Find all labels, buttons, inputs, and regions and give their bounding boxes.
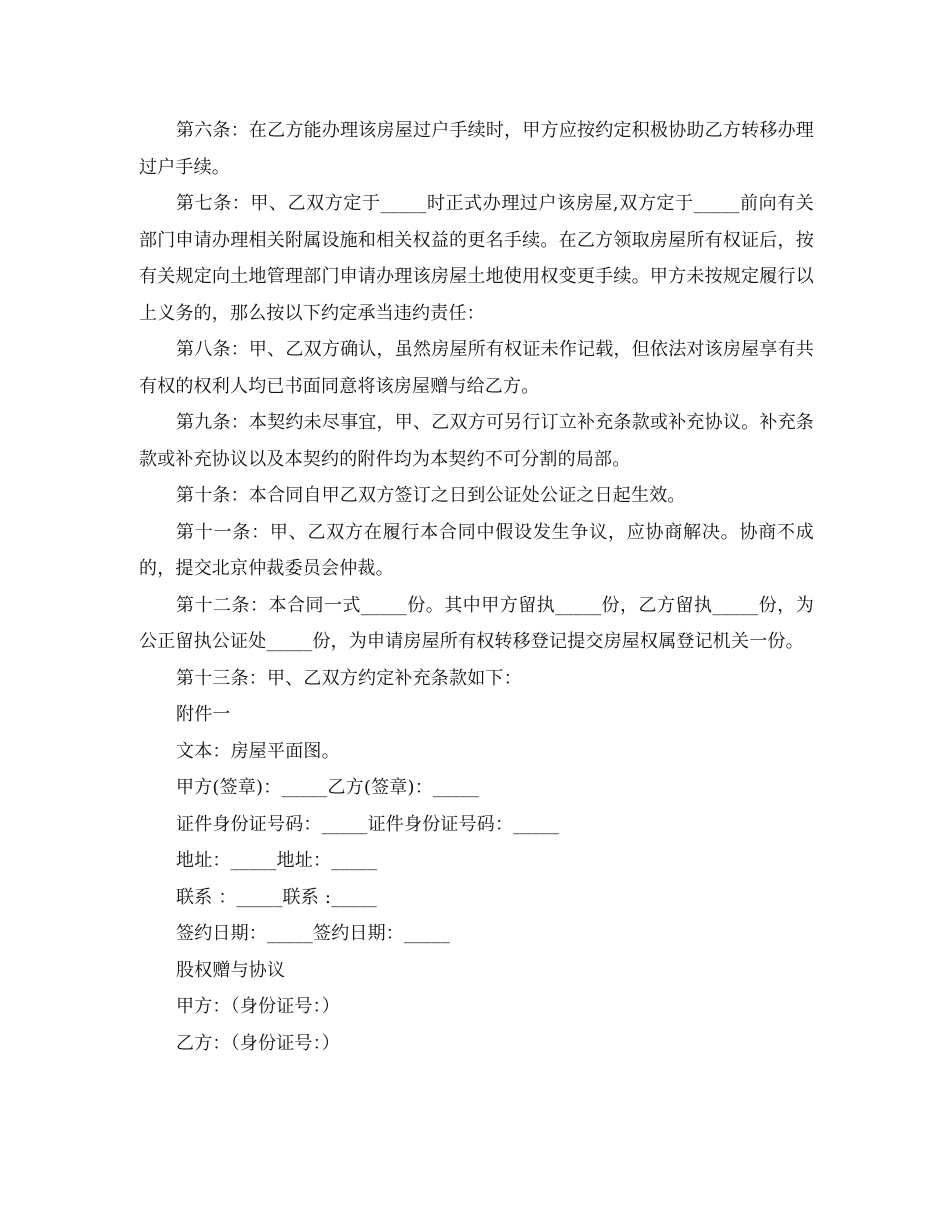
attachment-heading: 附件一 (176, 704, 231, 725)
clause-8: 第八条：甲、乙双方确认，虽然房屋所有权证未作记载，但依法对该房屋享有共有权的权利人均已书面同意将该房屋赠与给乙方。 (139, 339, 814, 397)
party-a-line: 甲方：（身份证号：） (176, 996, 340, 1017)
party-b-line: 乙方：（身份证号：） (176, 1032, 340, 1054)
clause-12: 第十二条：本合同一式_____份。其中甲方留执_____份，乙方留执_____份，为公正留执公证处_____份，为申请房屋所有权转移登记提交房屋权属登记机关一份。 (139, 594, 814, 652)
clause-13: 第十三条：甲、乙双方约定补充条款如下： (176, 667, 522, 689)
attachment-text: 文本：房屋平面图。 (176, 740, 340, 762)
clause-9: 第九条：本契约未尽事宜，甲、乙双方可另行订立补充条款或补充协议。补充条款或补充协议以及本契约的附件均为本契约不可分割的局部。 (139, 412, 814, 470)
address-line: 地址：_____地址：_____ (176, 850, 378, 871)
section-title: 股权赠与协议 (176, 959, 286, 981)
clause-10: 第十条：本合同自甲乙双方签订之日到公证处公证之日起生效。 (176, 485, 686, 506)
clause-6: 第六条：在乙方能办理该房屋过户手续时，甲方应按约定积极协助乙方转移办理过户手续。 (139, 120, 814, 178)
signature-line: 甲方(签章)：_____乙方(签章)：_____ (176, 777, 479, 798)
id-number-line: 证件身份证号码：_____证件身份证号码：_____ (176, 813, 560, 835)
clause-7: 第七条：甲、乙双方定于_____时正式办理过户该房屋,双方定于_____前向有关部门申请办理相关附属设施和相关权益的更名手续。在乙方领取房屋所有权证后，按有关规定向土地管理部门申请办理该房屋土地使用权变更手续。甲方未按规定履行以上义务的，那么按以下约定承当违约责任： (139, 193, 814, 324)
sign-date-line: 签约日期：_____签约日期：_____ (176, 923, 450, 944)
contact-line: 联系 ：_____联系 :_____ (176, 886, 378, 908)
document-body (139, 113, 814, 1062)
clause-11: 第十一条：甲、乙双方在履行本合同中假设发生争议，应协商解决。协商不成的，提交北京仲裁委员会仲裁。 (139, 521, 814, 579)
